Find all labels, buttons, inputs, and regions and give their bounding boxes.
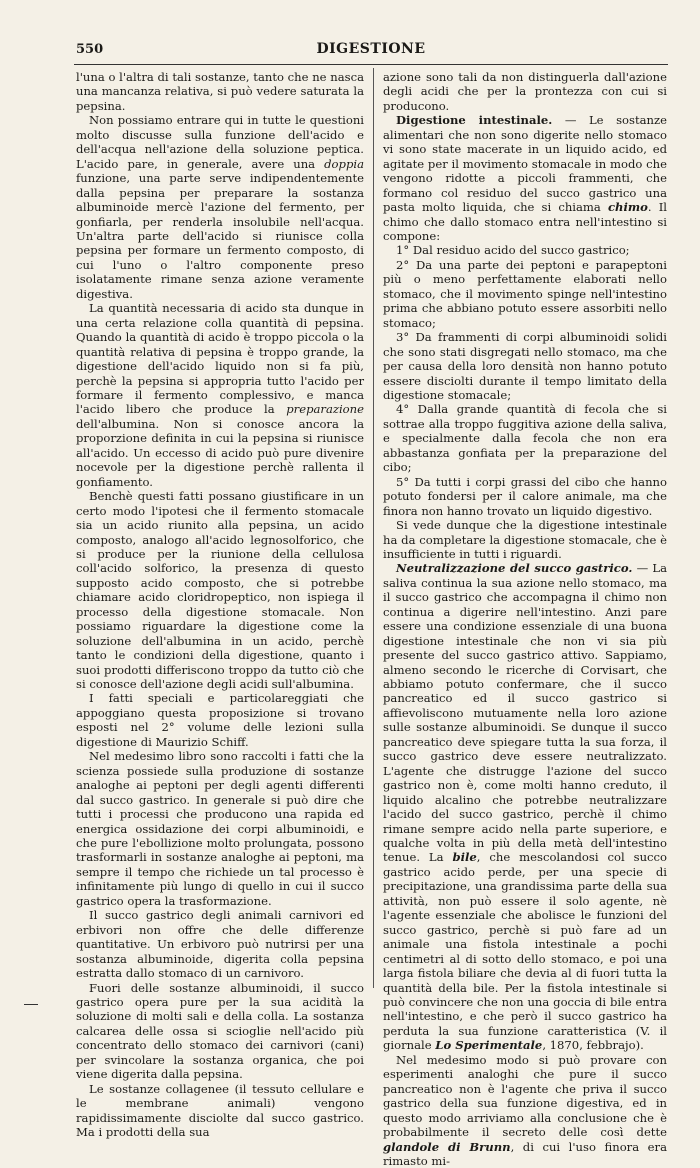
paragraph: Nel medesimo libro sono raccolti i fatti che la scienza possiede sulla produzione di sostanze analoghe ai peptoni per degli agenti differenti dal succo gastrico. In generale si può dire che tutti i processi che producono una rapida ed energica ossidazione dei corpi albuminoidi, e che pure l'ebollizione molto prolungata, possono trasformarli in sostanze analoghe ai peptoni, ma sempre il tempo che richiede un tal processo è infinitamente più lungo di quello in cui il succo gastrico opera la trasformazione. <box>76 749 364 908</box>
paragraph: Le sostanze collagenee (il tessuto cellulare e le membrane animali) vengono rapidissimamente disciolte dal succo gastrico. Ma i prodotti della sua <box>76 1081 364 1140</box>
paragraph: azione sono tali da non distinguerla dall'azione degli acidi che per la prontezza con cui si producono. <box>383 70 667 113</box>
paragraph: Il succo gastrico degli animali carnivori ed erbivori non offre che delle differenze quantitative. Un erbivoro può nutrirsi per una sostanza albuminoide, digerita colla pepsina estratta dallo stomaco di un carnivoro. <box>76 908 364 981</box>
paragraph: Fuori delle sostanze albuminoidi, il succo gastrico opera pure per la sua acidità la soluzione di molti sali e della colla. La sostanza calcarea delle ossa si scioglie nell'acido più concentrato dello stomaco dei carnivori (cani) per svincolare la sostanza organica, che poi viene digerita dalla pepsina. <box>76 980 364 1082</box>
paragraph: l'una o l'altra di tali sostanze, tanto che ne nasca una mancanza relativa, si può vedere saturata la pepsina. <box>76 70 364 113</box>
paragraph: Si vede dunque che la digestione intestinale ha da completare la digestione stomacale, che è insufficiente in tutti i riguardi. <box>383 518 667 561</box>
margin-mark <box>24 1004 38 1005</box>
paragraph: Non possiamo entrare qui in tutte le questioni molto discusse sulla funzione dell'acido e dell'acqua nell'azione della soluzione peptica. L'acido pare, in generale, avere una doppia funzione, una parte serve indipendentemente dalla pepsina per preparare la sostanza albuminoide mercè l'azione del fermento, per gonfiarla, per renderla insolubile nell'acqua. Un'altra parte dell'acido si riunisce colla pepsina per formare un fermento composto, di cui l'uno o l'altro componente preso isolatamente rimane senza azione veramente digestiva. <box>76 113 364 301</box>
paragraph: Nel medesimo modo si può provare con esperimenti analoghi che pure il succo pancreatico non è l'agente che priva il succo gastrico della sua funzione digestiva, ed in questo modo arriviamo alla conclusione che è probabilmente il secreto delle così dette glandole di Brunn, di cui l'uso finora era rimasto mi- <box>383 1052 667 1168</box>
column-divider <box>373 68 374 988</box>
list-item: 2° Da una parte dei peptoni e parapeptoni più o meno perfettamente elaborati nello stomaco, che il movimento spinge nell'intestino prima che abbiano potuto essere assorbiti nello stomaco; <box>383 257 667 330</box>
list-item: 4° Dalla grande quantità di fecola che si sottrae alla troppo fuggitiva azione della saliva, e specialmente dalla fecola che non era abbastanza gonfiata per la preparazione del cibo; <box>383 402 667 475</box>
list-item: 3° Da frammenti di corpi albuminoidi solidi che sono stati disgregati nello stomaco, ma che per causa della loro densità non hanno potuto essere disciolti durante il tempo limitato della digestione stomacale; <box>383 330 667 402</box>
paragraph: Neutralizzazione del succo gastrico. — La saliva continua la sua azione nello stomaco, ma il succo gastrico che accompagna il chimo non continua a digerire nell'intestino. Anzi pare essere una condizione essenziale di una buona digestione intestinale che non vi sia più presente del succo gastrico attivo. Sappiamo, almeno secondo le ricerche di Corvisart, che abbiamo potuto confermare, che il succo pancreatico ed il succo gastrico si affievoliscono mutuamente nella loro azione sulle sostanze albuminoidi. Se dunque il succo pancreatico deve spiegare tutta la sua forza, il succo gastrico deve essere neutralizzato. L'agente che distrugge l'azione del succo gastrico non è, come molti hanno creduto, il liquido alcalino che potrebbe neutralizzare l'acido del succo gastrico, perchè il chimo rimane sempre acido nella parte superiore, e qualche volta in più della metà dell'intestino tenue. La bile, che mescolandosi col succo gastrico acido perde, per una specie di precipitazione, una grandissima parte della sua attività, non può essere il solo agente, nè l'agente essenziale che abolisce le funzioni del succo gastrico, perchè si può fare ad un animale una fistola intestinale a pochi centimetri al di sotto dello stomaco, e poi una larga fistola biliare che devia al di fuori tutta la quantità della bile. Per la fistola intestinale si può convincere che non una goccia di bile entra nell'intestino, e che però il succo gastrico ha perduta la sua funzione caratteristica (V. il giornale Lo Sperimentale, 1870, febbrajo). <box>383 561 667 1053</box>
list-item: 1° Dal residuo acido del succo gastrico; <box>396 243 630 258</box>
right-column <box>383 70 667 1168</box>
paragraph: I fatti speciali e particolareggiati che appoggiano questa proposizione si trovano esposti nel 2° volume delle lezioni sulla digestione di Maurizio Schiff. <box>76 691 364 749</box>
paragraph: Benchè questi fatti possano giustificare in un certo modo l'ipotesi che il fermento stomacale sia un acido riunito alla pepsina, un acido composto, analogo all'acido legnosolforico, che si produce per la riunione della cellulosa coll'acido solforico, la presenza di questo supposto acido composto, che si potrebbe chiamare acido cloridropeptico, non ispiega il processo della digestione stomacale. Non possiamo riguardare la digestione come la soluzione dell'albumina in un acido, perchè tanto le condizioni della digestione, quanto i suoi prodotti differiscono troppo da tutto ciò che si conosce dell'azione degli acidi sull'albumina. <box>76 489 364 692</box>
section-heading: Neutralizzazione del succo gastrico. <box>396 561 633 576</box>
paragraph: La quantità necessaria di acido sta dunque in una certa relazione colla quantità di pepsina. Quando la quantità di acido è troppo piccola o la quantità relativa di pepsina è troppo grande, la digestione dell'acido liquido non si fa più, perchè la pepsina si appropria tutto l'acido per formare il fermento complessivo, e manca l'acido libero che produce la preparazione dell'albumina. Non si conosce ancora la proporzione definita in cui la pepsina si riunisce all'acido. Un eccesso di acido può pure divenire nocevole per la digestione perchè rallenta il gonfiamento. <box>76 301 364 489</box>
header-rule <box>74 64 668 65</box>
running-title: DIGESTIONE <box>316 41 426 57</box>
list-item: 5° Da tutti i corpi grassi del cibo che hanno potuto fondersi per il calore animale, ma che finora non hanno trovato un liquido digestivo. <box>383 474 667 518</box>
page-number: 550 <box>76 42 104 57</box>
paragraph: Digestione intestinale. — Le sostanze alimentari che non sono digerite nello stomaco vi sono state macerate in un liquido acido, ed agitate per il movimento stomacale in modo che vengono ridotte a piccoli frammenti, che formano col residuo del succo gastrico una pasta molto liquida, che si chiama chimo. Il chimo che dallo stomaco entra nell'intestino si compone: <box>383 113 667 243</box>
left-column <box>76 70 364 1140</box>
section-heading: Digestione intestinale. <box>396 113 553 128</box>
page-header <box>76 40 666 62</box>
